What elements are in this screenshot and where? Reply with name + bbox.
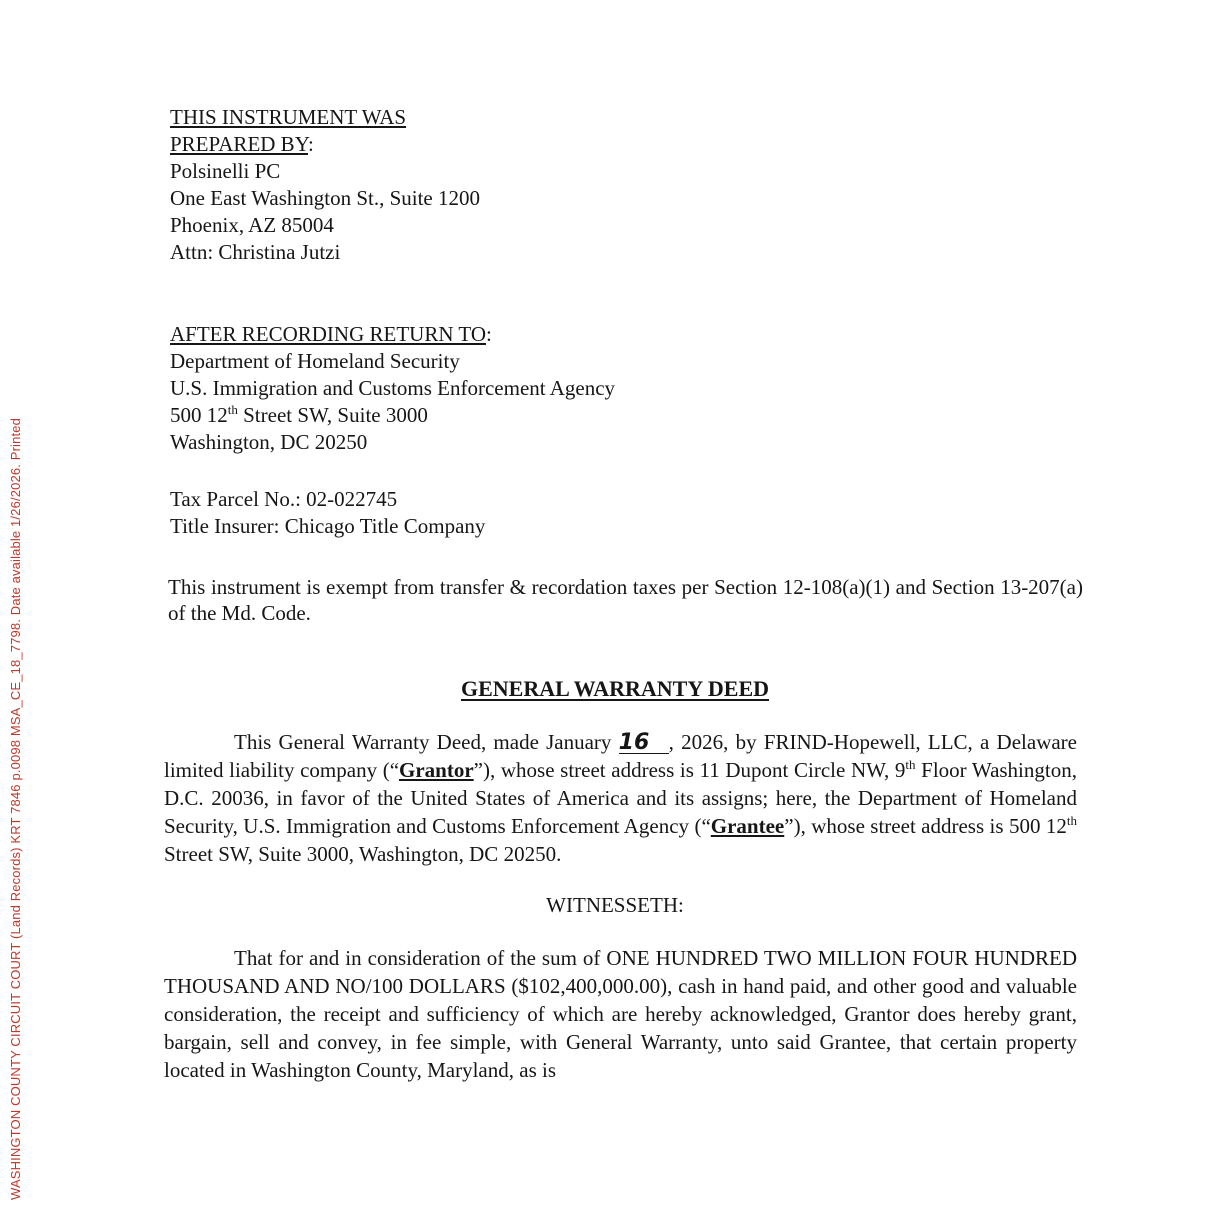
return-to-heading: AFTER RECORDING RETURN TO: <box>170 322 492 346</box>
return-line-4: Washington, DC 20250 <box>170 430 368 454</box>
preparer-street: One East Washington St., Suite 1200 <box>170 186 480 210</box>
handwritten-day: 16 <box>618 730 650 755</box>
return-line-2: U.S. Immigration and Customs Enforcement Agency <box>170 376 616 400</box>
witnesseth-heading: WITNESSETH: <box>546 893 684 917</box>
consideration-paragraph: That for and in consideration of the sum of ONE HUNDRED TWO MILLION FOUR HUNDRED THOUSAND AND NO/100 DOLLARS ($102,400,000.00), cash in hand paid, and other good and valuable consideration, the receipt and sufficiency of which are hereby acknowledged, Grantor does hereby grant, bargain, sell and convey, in fee simple, with General Warranty, unto said Grantee, that certain property located in Washington County, Maryland, as is <box>164 946 1077 1082</box>
grantor-label: Grantor <box>399 758 474 782</box>
preparer-name: Polsinelli PC <box>170 159 281 183</box>
return-line-3: 500 12th Street SW, Suite 3000 <box>170 402 428 427</box>
title-insurer: Title Insurer: Chicago Title Company <box>170 514 486 538</box>
tax-parcel-number: Tax Parcel No.: 02-022745 <box>170 487 398 511</box>
prepared-by-heading-2: PREPARED BY: <box>170 132 314 156</box>
prepared-by-block <box>170 104 480 266</box>
tax-exempt-statement: This instrument is exempt from transfer & recordation taxes per Section 12-108(a)(1) and Section 13-207(a) of the Md. Code. <box>168 575 1083 625</box>
prepared-by-heading-1: THIS INSTRUMENT WAS <box>170 105 407 129</box>
preparer-attn: Attn: Christina Jutzi <box>170 240 341 264</box>
grantee-label: Grantee <box>710 814 785 838</box>
parcel-block <box>170 486 485 540</box>
recording-stamp: WASHINGTON COUNTY CIRCUIT COURT (Land Records) KRT 7846 p.0098 MSA_CE_18_7798. Date available 1/26/2026. Printed <box>8 418 23 1200</box>
date-blank <box>619 732 669 754</box>
deed-title: GENERAL WARRANTY DEED <box>460 676 770 701</box>
return-line-1: Department of Homeland Security <box>170 349 460 373</box>
deed-opening-paragraph: This General Warranty Deed, made January 16 , 2026, by FRIND-Hopewell, LLC, a Delaware limited liability company (“Grantor”), whose street address is 11 Dupont Circle NW, 9th Floor Washington, D.C. 20036, in favor of the United States of America and its assigns; here, the Department of Homeland Security, U.S. Immigration and Customs Enforcement Agency (“Grantee”), whose street address is 500 12th Street SW, Suite 3000, Washington, DC 20250. <box>164 730 1077 866</box>
return-to-block <box>170 321 615 456</box>
preparer-city: Phoenix, AZ 85004 <box>170 213 334 237</box>
